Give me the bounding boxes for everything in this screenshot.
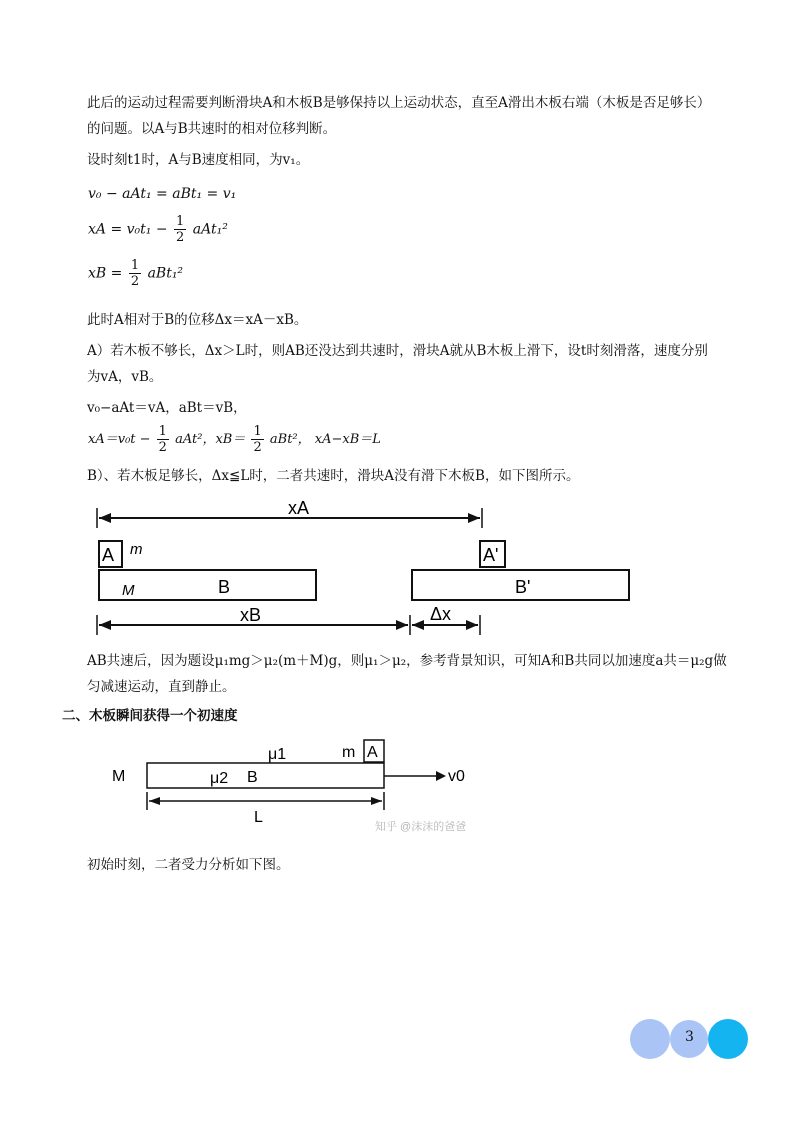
svg-text:A': A' [483,545,499,565]
equation-xA: xA = v₀t₁ − $\frac{1}{2}$ aAt₁² [88,214,228,245]
page-number: 3 [685,1029,694,1045]
paragraph-after-line1: AB共速后，因为题设μ₁mg＞μ₂(m＋M)g，则μ₁＞μ₂，参考背景知识，可知A和B共同以加速度a共＝μ₂g做 [87,653,727,669]
section-heading-2: 二、木板瞬间获得一个初速度 [62,708,238,724]
label-m2: m [342,744,356,761]
paragraph-after-line2: 匀减速运动，直到静止。 [87,679,236,695]
equation-case-a-velocities: v₀−aAt＝vA，aBt＝vB， [87,400,247,416]
diagram-common-velocity [90,498,650,643]
label-B: B [218,577,231,597]
label-M: M [122,582,135,599]
label-xA: xA [288,498,310,518]
label-L: L [254,809,263,826]
svg-text:A: A [102,545,115,565]
label-M2: M [112,768,126,785]
paragraph-intro-line1: 此后的运动过程需要判断滑块A和木板B是够保持以上运动状态，直至A滑出木板右端（木板是否足够长） [87,95,711,111]
svg-text:A: A [367,744,378,761]
board-B2 [147,763,384,788]
equation-velocity: v₀ − aAt₁ = aBt₁ = v₁ [88,186,237,202]
page-number-decoration [630,1019,750,1059]
label-mu1: μ1 [268,746,287,763]
paragraph-final: 初始时刻，二者受力分析如下图。 [87,857,290,873]
label-xB: xB [240,605,262,625]
paragraph-case-a-line2: 为vA，vB。 [87,369,163,385]
label-m: m [130,541,143,558]
paragraph-relative-displacement: 此时A相对于B的位移Δx＝xA－xB。 [87,312,308,328]
circle-left [630,1019,670,1059]
watermark: 知乎 @沫沫的爸爸 [375,821,467,833]
label-B-prime: B' [515,577,531,597]
label-v0: v0 [448,768,465,785]
paragraph-case-a-line1: A）若木板不够长，Δx＞L时，则AB还没达到共速时，滑块A就从B木板上滑下，设t时刻滑落，速度分别 [87,343,708,359]
label-B2: B [247,769,258,786]
label-mu2: μ2 [210,770,229,787]
circle-right [708,1019,748,1059]
paragraph-case-b: B）、若木板足够长，Δx≦L时，二者共速时，滑块A没有滑下木板B，如下图所示。 [87,468,580,484]
diagram-board-initial-velocity [100,735,500,845]
equation-xB: xB = $\frac{1}{2}$ aBt₁² [88,258,184,289]
equation-case-a-displacements: xA＝v₀t − $\frac{1}{2}$ aAt²，xB＝ $\frac{1}{2}$ aBt²， xA−xB＝L [88,424,381,455]
paragraph-time-t1: 设时刻t1时，A与B速度相同，为v₁。 [87,152,310,168]
label-dx: Δx [430,604,452,624]
paragraph-intro-line2: 的问题。以A与B共速时的相对位移判断。 [87,121,337,137]
